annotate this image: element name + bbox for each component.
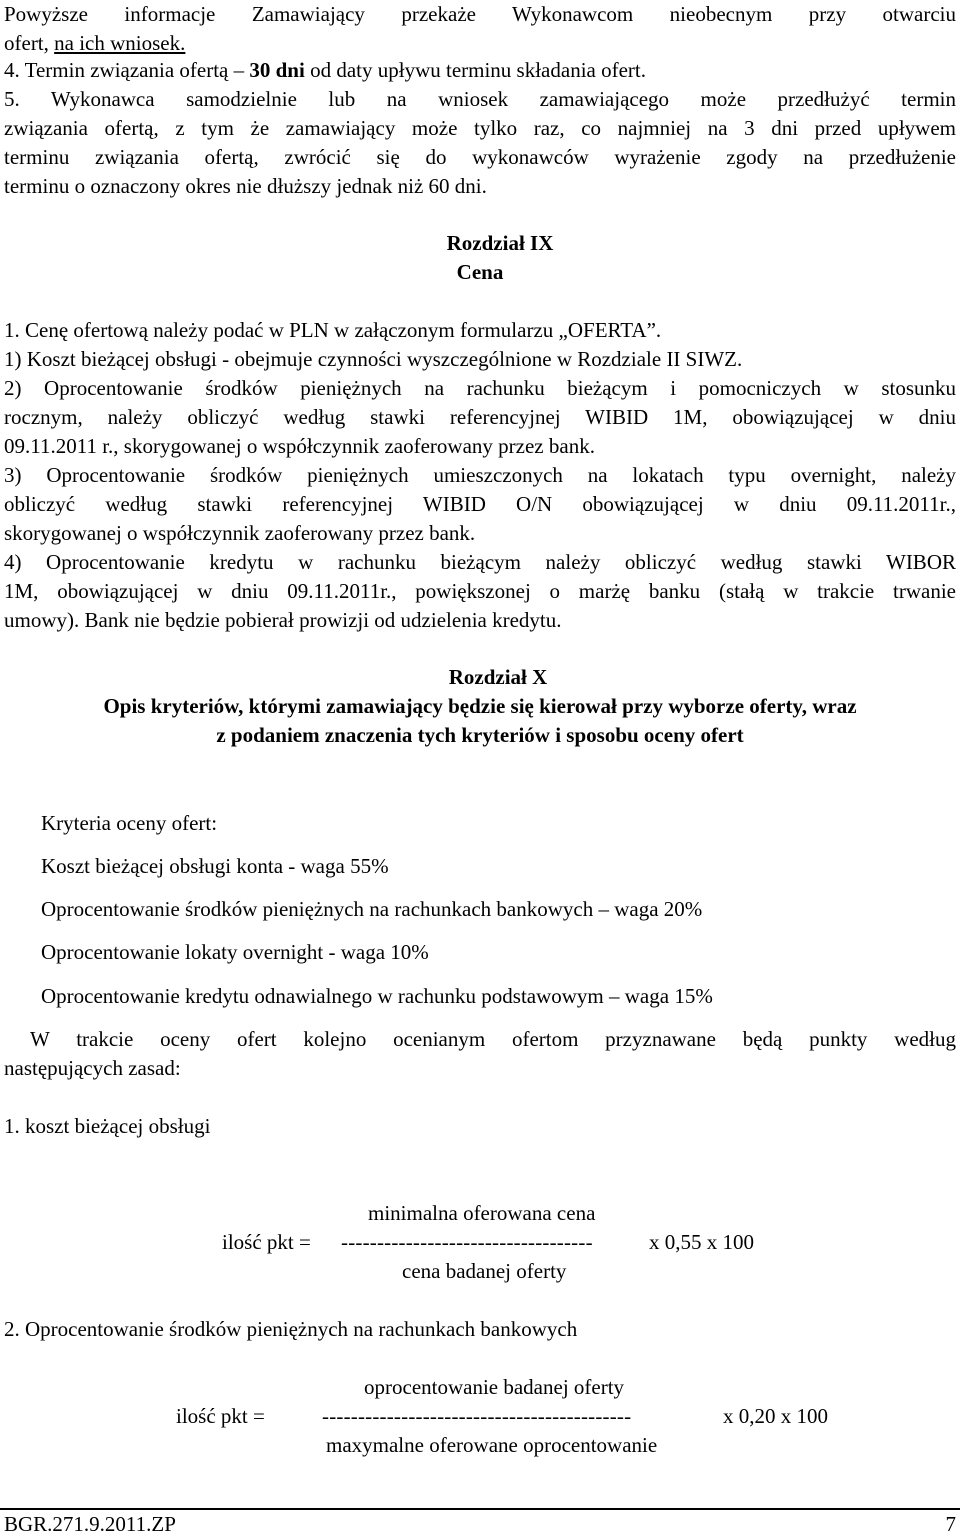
chapter-9-subheading: Cena (456, 260, 504, 284)
formula-1-fraction-line: ----------------------------------- (341, 1230, 593, 1254)
chapter-9-line-9: 4) Oprocentowanie kredytu w rachunku bieżącym należy obliczyć według stawki WIBOR (4, 550, 956, 574)
criterion-1: Koszt bieżącej obsługi konta - waga 55% (41, 854, 389, 878)
point-5-line-3: terminu związania ofertą, zwrócić się do wykonawców wyrażenie zgody na przedłużenie (4, 145, 956, 169)
formula-2-denominator: maxymalne oferowane oprocentowanie (326, 1433, 658, 1457)
chapter-10-title-line-2: z podaniem znaczenia tych kryteriów i sposobu oceny ofert (216, 723, 744, 747)
chapter-9-line-10: 1M, obowiązującej w dniu 09.11.2011r., powiększonej o marżę banku (stałą w trakcie trwanie (4, 579, 956, 603)
intro-line-2-underlined: na ich wniosek. (54, 31, 186, 55)
chapter-10-heading: Rozdział X (448, 665, 548, 689)
point-4-bold: 30 dni (249, 58, 305, 82)
criterion-4: Oprocentowanie kredytu odnawialnego w rachunku podstawowym – waga 15% (41, 984, 713, 1008)
point-4 (4, 56, 956, 85)
formula-2-right: x 0,20 x 100 (723, 1404, 828, 1428)
chapter-9-line-4: rocznym, należy obliczyć według stawki referencyjnej WIBID 1M, obowiązującej w dniu (4, 405, 956, 429)
formula-2-left: ilość pkt = (176, 1404, 265, 1428)
intro-line-1: Powyższe informacje Zamawiający przekaże Wykonawcom nieobecnym przy otwarciu (4, 2, 956, 26)
point-4-a: 4. Termin związania ofertą – (4, 58, 250, 82)
point-5-line-4: terminu o oznaczony okres nie dłuższy jednak niż 60 dni. (4, 174, 487, 198)
item-1-label: 1. koszt bieżącej obsługi (4, 1114, 211, 1138)
scoring-rules-line-1: W trakcie oceny ofert kolejno ocenianym ofertom przyznawane będą punkty według (30, 1027, 956, 1051)
intro-line-2 (4, 29, 956, 58)
point-5-line-2: związania ofertą, z tym że zamawiający może tylko raz, co najmniej na 3 dni przed upływem (4, 116, 956, 140)
formula-1-numerator: minimalna oferowana cena (368, 1201, 596, 1225)
chapter-9-line-3: 2) Oprocentowanie środków pieniężnych na rachunku bieżącym i pomocniczych w stosunku (4, 376, 956, 400)
chapter-9-heading: Rozdział IX (446, 231, 554, 255)
formula-1-denominator: cena badanej oferty (402, 1259, 567, 1283)
chapter-9-line-8: skorygowanej o współczynnik zaoferowany przez bank. (4, 521, 476, 545)
chapter-9-line-6: 3) Oprocentowanie środków pieniężnych umieszczonych na lokatach typu overnight, należy (4, 463, 956, 487)
formula-1-left: ilość pkt = (222, 1230, 311, 1254)
item-2-label: 2. Oprocentowanie środków pieniężnych na rachunkach bankowych (4, 1317, 578, 1341)
formula-2-fraction-line: ------------------------------------------- (322, 1404, 632, 1428)
page-number: 7 (945, 1512, 956, 1536)
formula-1-right: x 0,55 x 100 (649, 1230, 754, 1254)
criteria-label: Kryteria oceny ofert: (41, 811, 218, 835)
formula-2-numerator: oprocentowanie badanej oferty (364, 1375, 625, 1399)
intro-line-2-text: ofert, (4, 31, 55, 55)
chapter-9-line-5: 09.11.2011 r., skorygowanej o współczynnik zaoferowany przez bank. (4, 434, 595, 458)
scoring-rules-line-2: następujących zasad: (4, 1056, 181, 1080)
chapter-9-line-7: obliczyć według stawki referencyjnej WIBID O/N obowiązującej w dniu 09.11.2011r., (4, 492, 956, 516)
criterion-2: Oprocentowanie środków pieniężnych na rachunkach bankowych – waga 20% (41, 897, 703, 921)
footer-reference: BGR.271.9.2011.ZP (4, 1512, 176, 1536)
chapter-10-title-line-1: Opis kryteriów, którymi zamawiający będzie się kierował przy wyborze oferty, wraz (103, 694, 857, 718)
chapter-9-line-1: 1. Cenę ofertową należy podać w PLN w załączonym formularzu „OFERTA”. (4, 318, 662, 342)
point-4-c: od daty upływu terminu składania ofert. (304, 58, 646, 82)
chapter-9-line-11: umowy). Bank nie będzie pobierał prowizji od udzielenia kredytu. (4, 608, 562, 632)
criterion-3: Oprocentowanie lokaty overnight - waga 10% (41, 940, 429, 964)
chapter-9-line-2: 1) Koszt bieżącej obsługi - obejmuje czynności wyszczególnione w Rozdziale II SIWZ. (4, 347, 743, 371)
point-5-line-1: 5. Wykonawca samodzielnie lub na wniosek zamawiającego może przedłużyć termin (4, 87, 956, 111)
